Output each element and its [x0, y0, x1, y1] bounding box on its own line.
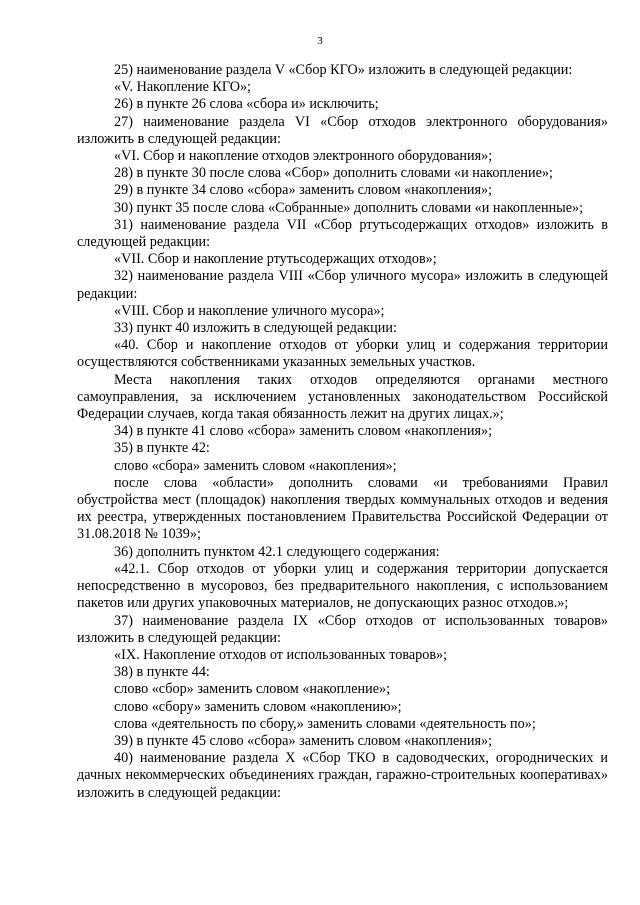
paragraph: Места накопления таких отходов определяются органами местного самоуправления, за исключением установленных законодательством Российской Федерации случаев, когда такая обязанность лежит на других лицах.»;: [77, 371, 608, 423]
paragraph: «IX. Накопление отходов от использованных товаров»;: [114, 646, 448, 663]
paragraph: 38) в пункте 44:: [114, 664, 210, 681]
paragraph: слово «сбора» заменить словом «накопления»;: [114, 457, 397, 474]
paragraph: 39) в пункте 45 слово «сбора» заменить словом «накопления»;: [114, 732, 493, 749]
page-number: 3: [317, 35, 323, 47]
paragraph: «VII. Сбор и накопление ртутьсодержащих отходов»;: [114, 251, 437, 268]
paragraph: слова «деятельность по сбору,» заменить словами «деятельность по»;: [114, 715, 536, 732]
document-body: [77, 62, 608, 802]
paragraph: 28) в пункте 30 после слова «Сбор» дополнить словами «и накопление»;: [114, 165, 553, 182]
paragraph: «VIII. Сбор и накопление уличного мусора»;: [114, 302, 385, 319]
paragraph: 29) в пункте 34 слово «сбора» заменить словом «накопления»;: [114, 182, 493, 199]
paragraph: «VI. Сбор и накопление отходов электронного оборудования»;: [114, 148, 493, 165]
paragraph: слово «сбору» заменить словом «накоплению»;: [114, 698, 402, 715]
paragraph: 34) в пункте 41 слово «сбора» заменить словом «накопления»;: [114, 423, 493, 440]
paragraph: 36) дополнить пунктом 42.1 следующего содержания:: [114, 543, 440, 560]
paragraph: 25) наименование раздела V «Сбор КГО» изложить в следующей редакции:: [114, 62, 573, 78]
paragraph: слово «сбор» заменить словом «накопление»;: [114, 681, 391, 698]
paragraph: после слова «области» дополнить словами «и требованиями Правил обустройства мест (площадок) накопления твердых коммунальных отходов и ведения их реестра, утвержденных постановлением Правительства Российской Федерации от 31.08.2018 № 1039»;: [77, 474, 608, 543]
paragraph: «40. Сбор и накопление отходов от уборки улиц и содержания территории осуществляются собственниками указанных земельных участков.: [77, 337, 608, 371]
paragraph: «V. Накопление КГО»;: [114, 79, 252, 96]
paragraph: 31) наименование раздела VII «Сбор ртутьсодержащих отходов» изложить в следующей редакции:: [77, 216, 608, 251]
paragraph: 27) наименование раздела VI «Сбор отходов электронного оборудования» изложить в следующей редакции:: [77, 113, 608, 147]
paragraph: 35) в пункте 42:: [114, 440, 210, 457]
paragraph: 37) наименование раздела IX «Сбор отходов от использованных товаров» изложить в следующей редакции:: [77, 612, 608, 646]
paragraph: 30) пункт 35 после слова «Собранные» дополнить словами «и накопленные»;: [114, 199, 584, 216]
paragraph: 32) наименование раздела VIII «Сбор уличного мусора» изложить в следующей редакции:: [77, 268, 608, 302]
paragraph: «42.1. Сбор отходов от уборки улиц и содержания территории допускается непосредственно в мусоровоз, без предварительного накопления, с использованием пакетов или других упаковочных материалов, не допускающих разнос отходов.»;: [77, 560, 608, 612]
paragraph: 33) пункт 40 изложить в следующей редакции:: [114, 320, 397, 337]
paragraph: 40) наименование раздела X «Сбор ТКО в садоводческих, огороднических и дачных некоммерческих объединениях граждан, гаражно-строительных кооперативах» изложить в следующей редакции:: [77, 750, 608, 801]
paragraph: 26) в пункте 26 слова «сбора и» исключить;: [114, 96, 379, 113]
